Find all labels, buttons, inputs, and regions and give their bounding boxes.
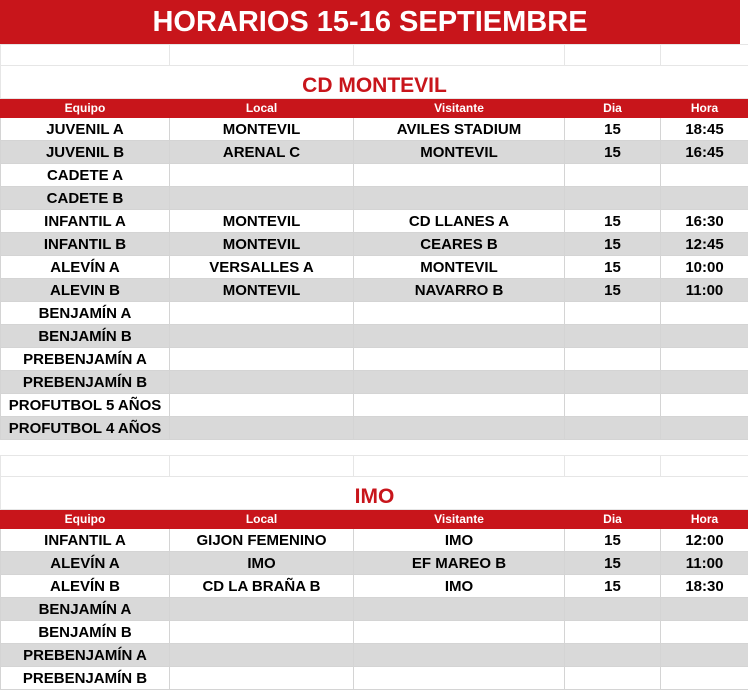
spacer-cell	[565, 45, 661, 66]
spacer-cell	[1, 456, 170, 477]
table-cell	[661, 371, 748, 394]
table-cell	[565, 371, 661, 394]
table-row	[1, 233, 748, 256]
table-cell	[354, 667, 565, 690]
table-cell	[565, 598, 661, 621]
table-cell	[354, 417, 565, 440]
table-cell	[565, 621, 661, 644]
table-row	[1, 302, 748, 325]
table-cell: 15	[565, 575, 661, 598]
table-cell	[354, 371, 565, 394]
table-row	[1, 348, 748, 371]
table-row	[1, 371, 748, 394]
table-cell	[170, 598, 354, 621]
table-cell: 16:45	[661, 141, 748, 164]
montevil-schedule-table	[0, 44, 748, 440]
table-cell: 11:00	[661, 279, 748, 302]
column-header: Visitante	[354, 510, 565, 529]
table-cell	[170, 371, 354, 394]
table-cell	[565, 302, 661, 325]
table-cell	[661, 667, 748, 690]
table-cell: VERSALLES A	[170, 256, 354, 279]
table-cell	[354, 187, 565, 210]
table-cell: CADETE A	[1, 164, 170, 187]
table-cell	[661, 621, 748, 644]
table-cell	[354, 164, 565, 187]
table-cell: MONTEVIL	[354, 256, 565, 279]
table-cell: 12:00	[661, 529, 748, 552]
table-cell	[565, 164, 661, 187]
table-cell: ALEVÍN A	[1, 552, 170, 575]
table-cell: MONTEVIL	[170, 210, 354, 233]
table-header-row	[1, 99, 748, 118]
table-cell: ALEVÍN B	[1, 575, 170, 598]
table-row	[1, 279, 748, 302]
table-cell	[565, 644, 661, 667]
table-row	[1, 529, 748, 552]
column-header: Hora	[661, 99, 748, 118]
table-cell: CEARES B	[354, 233, 565, 256]
table-cell	[170, 417, 354, 440]
table-cell	[661, 164, 748, 187]
table-row	[1, 417, 748, 440]
table-cell	[354, 394, 565, 417]
spacer-cell	[170, 45, 354, 66]
table-row	[1, 325, 748, 348]
spacer-cell	[661, 45, 748, 66]
table-cell	[170, 667, 354, 690]
spacer-row	[1, 45, 748, 66]
table-cell: 18:45	[661, 118, 748, 141]
imo-schedule-table	[0, 455, 748, 690]
table-cell: INFANTIL A	[1, 529, 170, 552]
column-header: Hora	[661, 510, 748, 529]
table-cell: INFANTIL B	[1, 233, 170, 256]
table-cell	[565, 187, 661, 210]
table-row	[1, 394, 748, 417]
table-cell: AVILES STADIUM	[354, 118, 565, 141]
table-cell: PREBENJAMÍN B	[1, 371, 170, 394]
table-cell: 15	[565, 552, 661, 575]
table-cell: 11:00	[661, 552, 748, 575]
table-cell: GIJON FEMENINO	[170, 529, 354, 552]
table-cell	[661, 348, 748, 371]
table-cell: 15	[565, 141, 661, 164]
table-row	[1, 621, 748, 644]
table-cell: BENJAMÍN B	[1, 621, 170, 644]
table-cell	[661, 187, 748, 210]
table-cell: BENJAMÍN A	[1, 302, 170, 325]
table-cell	[354, 325, 565, 348]
table-cell: PROFUTBOL 5 AÑOS	[1, 394, 170, 417]
table-row	[1, 141, 748, 164]
table-cell: MONTEVIL	[170, 118, 354, 141]
column-header: Local	[170, 510, 354, 529]
table-cell	[170, 164, 354, 187]
table-cell: 15	[565, 529, 661, 552]
table-cell: 15	[565, 279, 661, 302]
table-row	[1, 552, 748, 575]
table-cell: JUVENIL B	[1, 141, 170, 164]
section-title: CD MONTEVIL	[1, 66, 748, 99]
table-cell	[354, 348, 565, 371]
table-cell	[565, 348, 661, 371]
table-cell: PREBENJAMÍN B	[1, 667, 170, 690]
table-cell: 10:00	[661, 256, 748, 279]
column-header: Dia	[565, 510, 661, 529]
table-row	[1, 164, 748, 187]
table-row	[1, 256, 748, 279]
table-cell: EF MAREO B	[354, 552, 565, 575]
table-cell: MONTEVIL	[170, 233, 354, 256]
spacer-cell	[354, 456, 565, 477]
table-row	[1, 644, 748, 667]
table-cell: CADETE B	[1, 187, 170, 210]
table-row	[1, 187, 748, 210]
table-cell	[170, 621, 354, 644]
table-cell: BENJAMÍN B	[1, 325, 170, 348]
section-title-row	[1, 66, 748, 99]
table-cell	[661, 417, 748, 440]
table-cell	[565, 417, 661, 440]
table-cell: BENJAMÍN A	[1, 598, 170, 621]
table-cell: IMO	[354, 529, 565, 552]
table-cell	[565, 667, 661, 690]
table-row	[1, 598, 748, 621]
table-header-row	[1, 510, 748, 529]
table-cell: ALEVIN B	[1, 279, 170, 302]
section-title-row	[1, 477, 748, 510]
table-cell	[170, 644, 354, 667]
table-cell	[661, 394, 748, 417]
table-cell: PROFUTBOL 4 AÑOS	[1, 417, 170, 440]
table-cell: 15	[565, 256, 661, 279]
table-cell: 15	[565, 210, 661, 233]
table-cell	[170, 302, 354, 325]
table-row	[1, 118, 748, 141]
spacer-row	[1, 456, 748, 477]
table-cell: INFANTIL A	[1, 210, 170, 233]
table-cell	[354, 598, 565, 621]
table-cell: MONTEVIL	[354, 141, 565, 164]
table-row	[1, 667, 748, 690]
table-cell: 15	[565, 233, 661, 256]
spacer-cell	[354, 45, 565, 66]
spacer-cell	[1, 45, 170, 66]
table-cell	[661, 644, 748, 667]
table-cell	[170, 348, 354, 371]
table-cell	[565, 394, 661, 417]
column-header: Dia	[565, 99, 661, 118]
table-cell	[661, 598, 748, 621]
column-header: Local	[170, 99, 354, 118]
spacer-cell	[565, 456, 661, 477]
column-header: Equipo	[1, 510, 170, 529]
table-cell: MONTEVIL	[170, 279, 354, 302]
table-cell: IMO	[170, 552, 354, 575]
table-cell: 16:30	[661, 210, 748, 233]
table-cell: CD LLANES A	[354, 210, 565, 233]
table-cell: ARENAL C	[170, 141, 354, 164]
table-cell: NAVARRO B	[354, 279, 565, 302]
table-cell: PREBENJAMÍN A	[1, 348, 170, 371]
page-title: HORARIOS 15-16 SEPTIEMBRE	[0, 0, 740, 44]
column-header: Equipo	[1, 99, 170, 118]
column-header: Visitante	[354, 99, 565, 118]
table-cell: JUVENIL A	[1, 118, 170, 141]
table-cell	[170, 325, 354, 348]
table-cell: CD LA BRAÑA B	[170, 575, 354, 598]
table-row	[1, 210, 748, 233]
spacer-cell	[661, 456, 748, 477]
table-cell	[354, 302, 565, 325]
table-cell: 12:45	[661, 233, 748, 256]
section-title: IMO	[1, 477, 748, 510]
table-cell: 18:30	[661, 575, 748, 598]
table-cell: ALEVÍN A	[1, 256, 170, 279]
table-cell	[354, 621, 565, 644]
table-cell	[661, 302, 748, 325]
table-cell	[170, 394, 354, 417]
spacer-cell	[170, 456, 354, 477]
table-row	[1, 575, 748, 598]
table-cell: IMO	[354, 575, 565, 598]
table-cell	[661, 325, 748, 348]
table-cell	[170, 187, 354, 210]
table-cell: 15	[565, 118, 661, 141]
table-cell: PREBENJAMÍN A	[1, 644, 170, 667]
table-cell	[354, 644, 565, 667]
table-cell	[565, 325, 661, 348]
